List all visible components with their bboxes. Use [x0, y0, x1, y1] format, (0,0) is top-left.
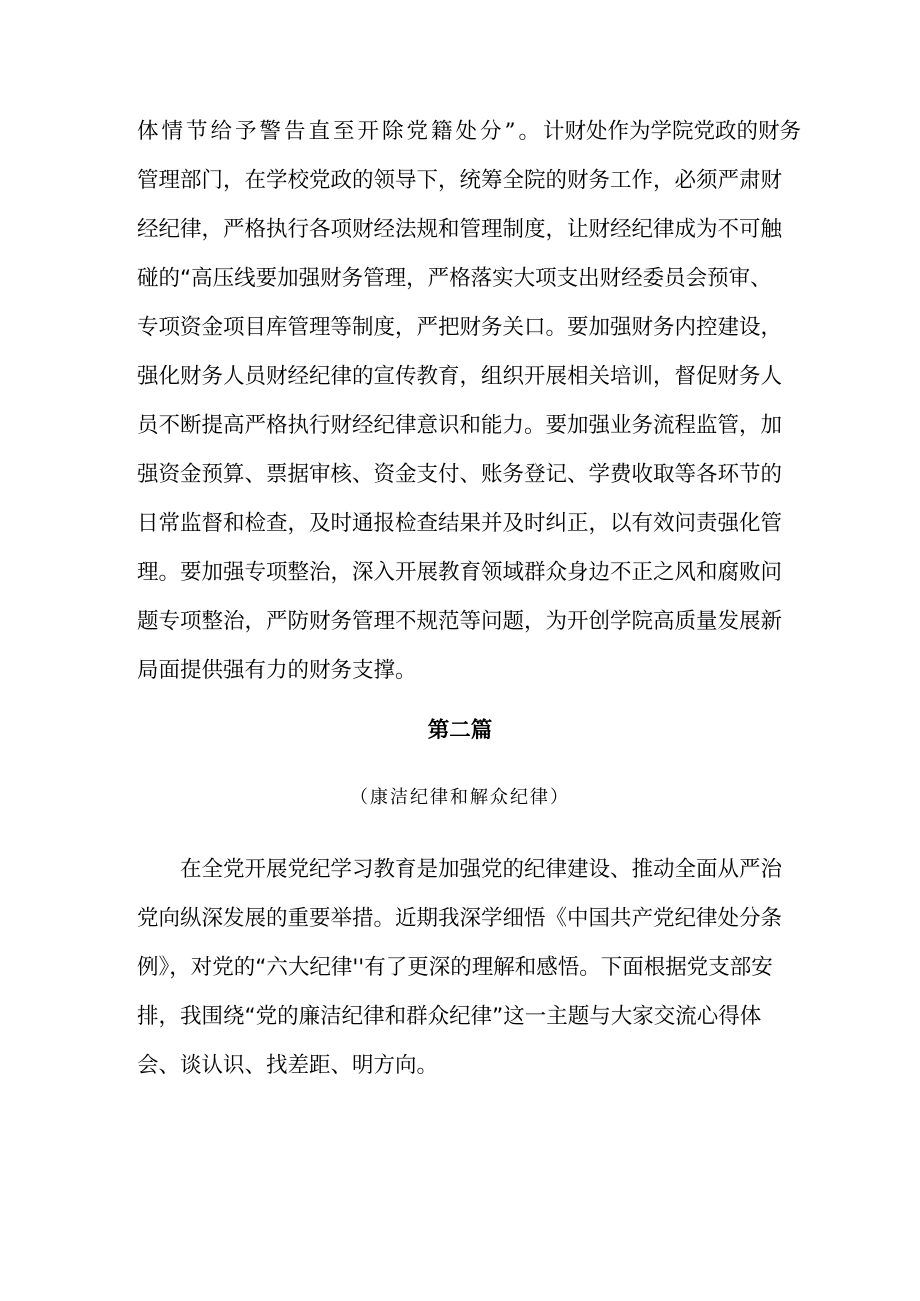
section-subtitle: （康洁纪律和解众纪律）	[350, 787, 570, 808]
paragraph-line-text: 在全党开展党纪学习教育是加强党的纪律建设、推动全面从严治	[180, 857, 783, 882]
paragraph-line: 碰的“高压线要加强财务管理，严格落实大项支出财经委员会预审、	[137, 266, 772, 291]
paragraph-line-indented	[137, 845, 787, 894]
paragraph-line: 党向纵深发展的重要举措。近期我深学细悟《中国共产党纪律处分条	[137, 906, 783, 931]
paragraph-line: 理。要加强专项整治，深入开展教育领域群众身边不正之风和腐败问	[137, 560, 783, 585]
paragraph-line: 例》，对党的“六大纪律''有了更深的理解和感悟。下面根据党支部安	[137, 955, 773, 980]
paragraph-line-serif-run: 体情节给予警告直至开除党籍处分”。	[137, 119, 543, 144]
paragraph-line: 排，我围绕“党的廉洁纪律和群众纪律”这一主题与大家交流心得体	[137, 1004, 762, 1029]
paragraph-line: 强化财务人员财经纪律的宣传教育，组织开展相关培训，督促财务人	[137, 364, 783, 389]
paragraph-line: 题专项整治，严防财务管理不规范等问题，为开创学院高质量发展新	[137, 609, 783, 634]
paragraph-line: 经纪律，严格执行各项财经法规和管理制度，让财经纪律成为不可触	[137, 217, 783, 242]
paragraph-line-rest: 计财处作为学院党政的财务	[543, 119, 802, 144]
paragraph-line: 会、谈认识、找差距、明方向。	[137, 1053, 439, 1078]
paragraph-line: 日常监督和检查，及时通报检查结果并及时纠正，以有效问责强化管	[137, 511, 783, 536]
body-paragraph-2	[137, 845, 787, 1090]
paragraph-line: 管理部门，在学校党政的领导下，统筹全院的财务工作，必须严肃财	[137, 168, 783, 193]
body-paragraph-1	[137, 107, 802, 695]
paragraph-line: 局面提供强有力的财务支撑。	[137, 658, 417, 683]
paragraph-line: 专项资金项目库管理等制度，严把财务关口。要加强财务内控建设，	[137, 315, 783, 340]
section-heading: 第二篇	[427, 718, 493, 743]
paragraph-line: 强资金预算、票据审核、资金支付、账务登记、学费收取等各环节的	[137, 462, 783, 487]
paragraph-line: 员不断提高严格执行财经纪律意识和能力。要加强业务流程监管，加	[137, 413, 783, 438]
paragraph-line	[137, 107, 802, 156]
